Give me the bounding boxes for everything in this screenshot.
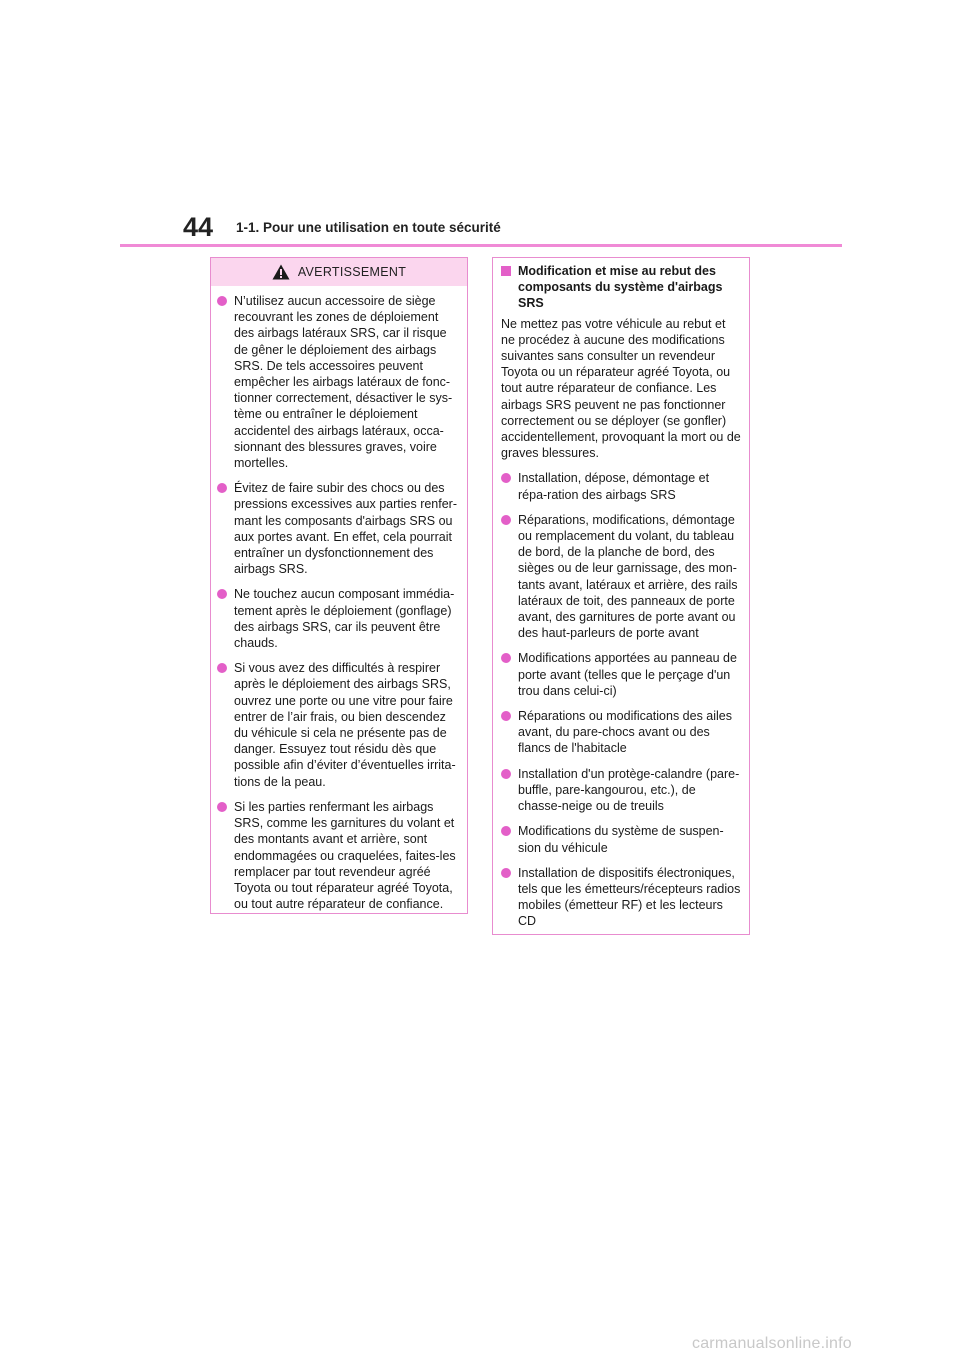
warning-item-text: Si vous avez des difficultés à respirer après le déploiement des airbags SRS, ouvrez une porte ou une vitre pour faire entrer de l’air frais, ou bien descendez du véhicule si cela ne présente pas de danger. Essuyez tout résidu dès que possible afin d’éviter d’éventuelles irrita-tions de la peau.	[234, 661, 456, 789]
warning-item-text: Évitez de faire subir des chocs ou des pressions excessives aux parties renfer-mant les composants d'airbags SRS ou aux portes avant. En effet, cela pourrait entraîner un dysfonctionnement des airbags SRS.	[234, 481, 458, 577]
square-bullet-icon	[501, 266, 511, 276]
bullet-icon	[217, 802, 227, 812]
list-item	[501, 766, 741, 815]
header-rule	[120, 244, 842, 247]
modification-item-text: Installation, dépose, démontage et répa-ration des airbags SRS	[518, 471, 710, 502]
bullet-icon	[217, 296, 227, 306]
list-item	[501, 512, 741, 642]
modification-item-text: Réparations, modifications, démontage ou remplacement du volant, du tableau de bord, de la planche de bord, des sièges ou de leur garnissage, des mon-tants avant, latéraux et arrière, des rails latéraux de toit, des panneaux de porte avant, des garnitures de porte avant ou des haut-parleurs de porte avant	[518, 512, 738, 641]
modification-item-text: Modifications du système de suspen-sion du véhicule	[518, 824, 724, 855]
bullet-icon	[501, 826, 511, 836]
warning-item-text: Si les parties renfermant les airbags SRS, comme les garnitures du volant et des montants avant et arrière, sont endommagées ou craquelées, faites-les remplacer par tout revendeur agréé Toyota ou tout réparateur agréé Toyota, ou tout autre réparateur de confiance.	[234, 799, 456, 912]
list-item	[501, 708, 741, 757]
bullet-icon	[501, 868, 511, 878]
watermark: carmanualsonline.info	[692, 1335, 852, 1352]
page-number: 44	[183, 212, 214, 242]
list-item	[501, 823, 741, 855]
warning-box	[210, 257, 468, 914]
bullet-icon	[501, 653, 511, 663]
bullet-icon	[217, 663, 227, 673]
bullet-icon	[217, 589, 227, 599]
list-item	[501, 650, 741, 699]
warning-item-text: N’utilisez aucun accessoire de siège recouvrant les zones de déploiement des airbags latéraux SRS, car il risque de gêner le déploiement des airbags SRS. De tels accessoires peuvent empêcher les airbags latéraux de fonc-tionner correctement, désactiver le sys-tème ou entraîner le déploiement accidentel des airbags latéraux, occa-sionnant des blessures graves, voire mortelles.	[234, 294, 453, 471]
list-item	[217, 586, 459, 651]
modification-item-text: Installation d'un protège-calandre (pare-buffle, pare-kangourou, etc.), de chasse-neige ou de treuils	[518, 766, 740, 814]
list-item	[501, 865, 741, 930]
modification-heading	[501, 263, 741, 312]
list-item	[217, 799, 459, 912]
bullet-icon	[501, 515, 511, 525]
list-item	[217, 480, 459, 577]
bullet-icon	[217, 483, 227, 493]
modification-item-text: Modifications apportées au panneau de porte avant (telles que le perçage d'un trou dans celui-ci)	[518, 651, 737, 698]
bullet-icon	[501, 769, 511, 779]
modification-item-text: Installation de dispositifs électroniques, tels que les émetteurs/récepteurs radios mobiles (émetteur RF) et les lecteurs CD	[518, 865, 741, 929]
warning-header	[211, 258, 467, 286]
list-item	[217, 660, 459, 790]
warning-list	[211, 286, 467, 912]
list-item	[501, 470, 741, 502]
modification-intro: Ne mettez pas votre véhicule au rebut et ne procédez à aucune des modifications suivantes sans consulter un revendeur Toyota ou un réparateur agréé Toyota, ou tout autre réparateur de confiance. Les airbags SRS peuvent ne pas fonctionner correctement ou se déployer (se gonfler) accidentellement, provoquant la mort ou de graves blessures.	[501, 316, 741, 461]
warning-title: AVERTISSEMENT	[297, 265, 407, 279]
bullet-icon	[501, 711, 511, 721]
section-title: 1-1. Pour une utilisation en toute sécurité	[236, 220, 501, 235]
modification-box	[492, 257, 750, 935]
warning-triangle-icon	[272, 264, 290, 280]
modification-item-text: Réparations ou modifications des ailes avant, du pare-chocs avant ou des flancs de l'habitacle	[518, 709, 733, 756]
list-item	[217, 293, 459, 471]
warning-item-text: Ne touchez aucun composant immédia-tement après le déploiement (gonflage) des airbags SRS, car ils peuvent être chauds.	[234, 587, 455, 651]
modification-heading-text: Modification et mise au rebut des composants du système d'airbags SRS	[518, 264, 723, 311]
bullet-icon	[501, 473, 511, 483]
